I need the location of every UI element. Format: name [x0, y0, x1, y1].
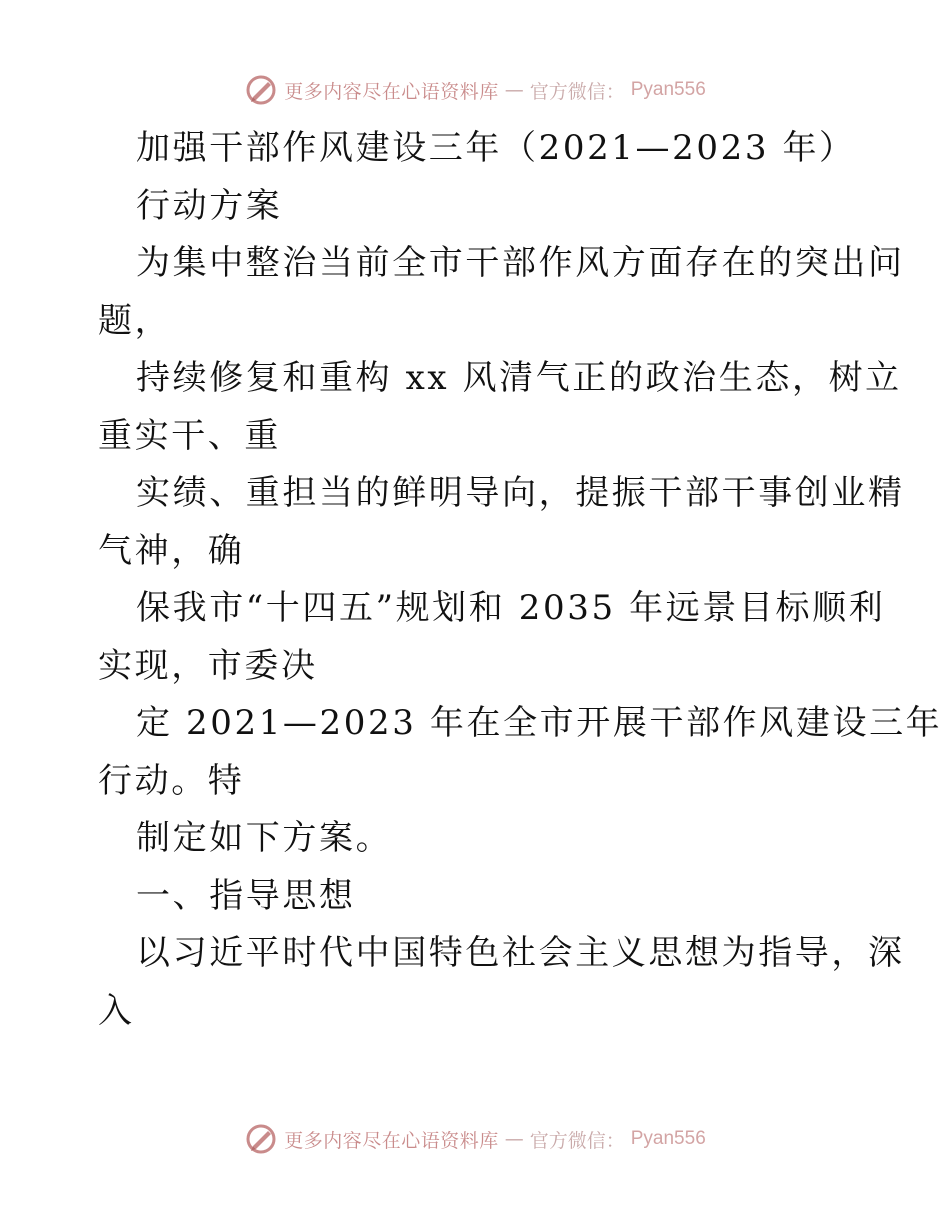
- doc-line: 行动方案: [136, 185, 283, 226]
- doc-line: 持续修复和重构 xx 风清气正的政治生态，树立: [136, 358, 902, 398]
- watermark-dash: —: [504, 79, 524, 101]
- pen-logo-icon: [244, 1122, 278, 1156]
- watermark-sub-text: 官方微信：: [529, 1129, 625, 1152]
- doc-line: 实绩、重担当的鲜明导向，提振干部干事创业精: [136, 473, 905, 513]
- doc-line: 一、指导思想: [136, 875, 356, 916]
- footer-watermark: [0, 1119, 950, 1159]
- doc-line: 气神，确: [98, 530, 245, 571]
- watermark-sub-text: 官方微信：: [529, 80, 625, 103]
- watermark-main-text: 更多内容尽在心语资料库: [284, 80, 499, 103]
- document-body: [98, 120, 943, 1040]
- watermark-wechat-id: Pyan556: [630, 79, 706, 100]
- doc-line: 加强干部作风建设三年（2021—2023 年）: [136, 128, 856, 168]
- doc-line: 行动。特: [98, 760, 245, 801]
- doc-line: 重实干、重: [98, 415, 281, 456]
- doc-line: 定 2021—2023 年在全市开展干部作风建设三年: [136, 703, 943, 743]
- watermark-main-text: 更多内容尽在心语资料库: [284, 1129, 499, 1152]
- doc-line: 题，: [98, 300, 172, 341]
- pen-logo-icon: [244, 73, 278, 107]
- watermark-dash: —: [504, 1128, 524, 1150]
- doc-line: 以习近平时代中国特色社会主义思想为指导，深: [136, 933, 905, 973]
- watermark-wechat-id: Pyan556: [630, 1128, 706, 1149]
- doc-line: 制定如下方案。: [136, 818, 393, 858]
- doc-line: 保我市“十四五”规划和 2035 年远景目标顺利: [136, 588, 886, 628]
- doc-line: 为集中整治当前全市干部作风方面存在的突出问: [136, 243, 905, 283]
- doc-line: 实现，市委决: [98, 645, 318, 686]
- doc-line: 入: [98, 990, 135, 1031]
- header-watermark: [0, 70, 950, 110]
